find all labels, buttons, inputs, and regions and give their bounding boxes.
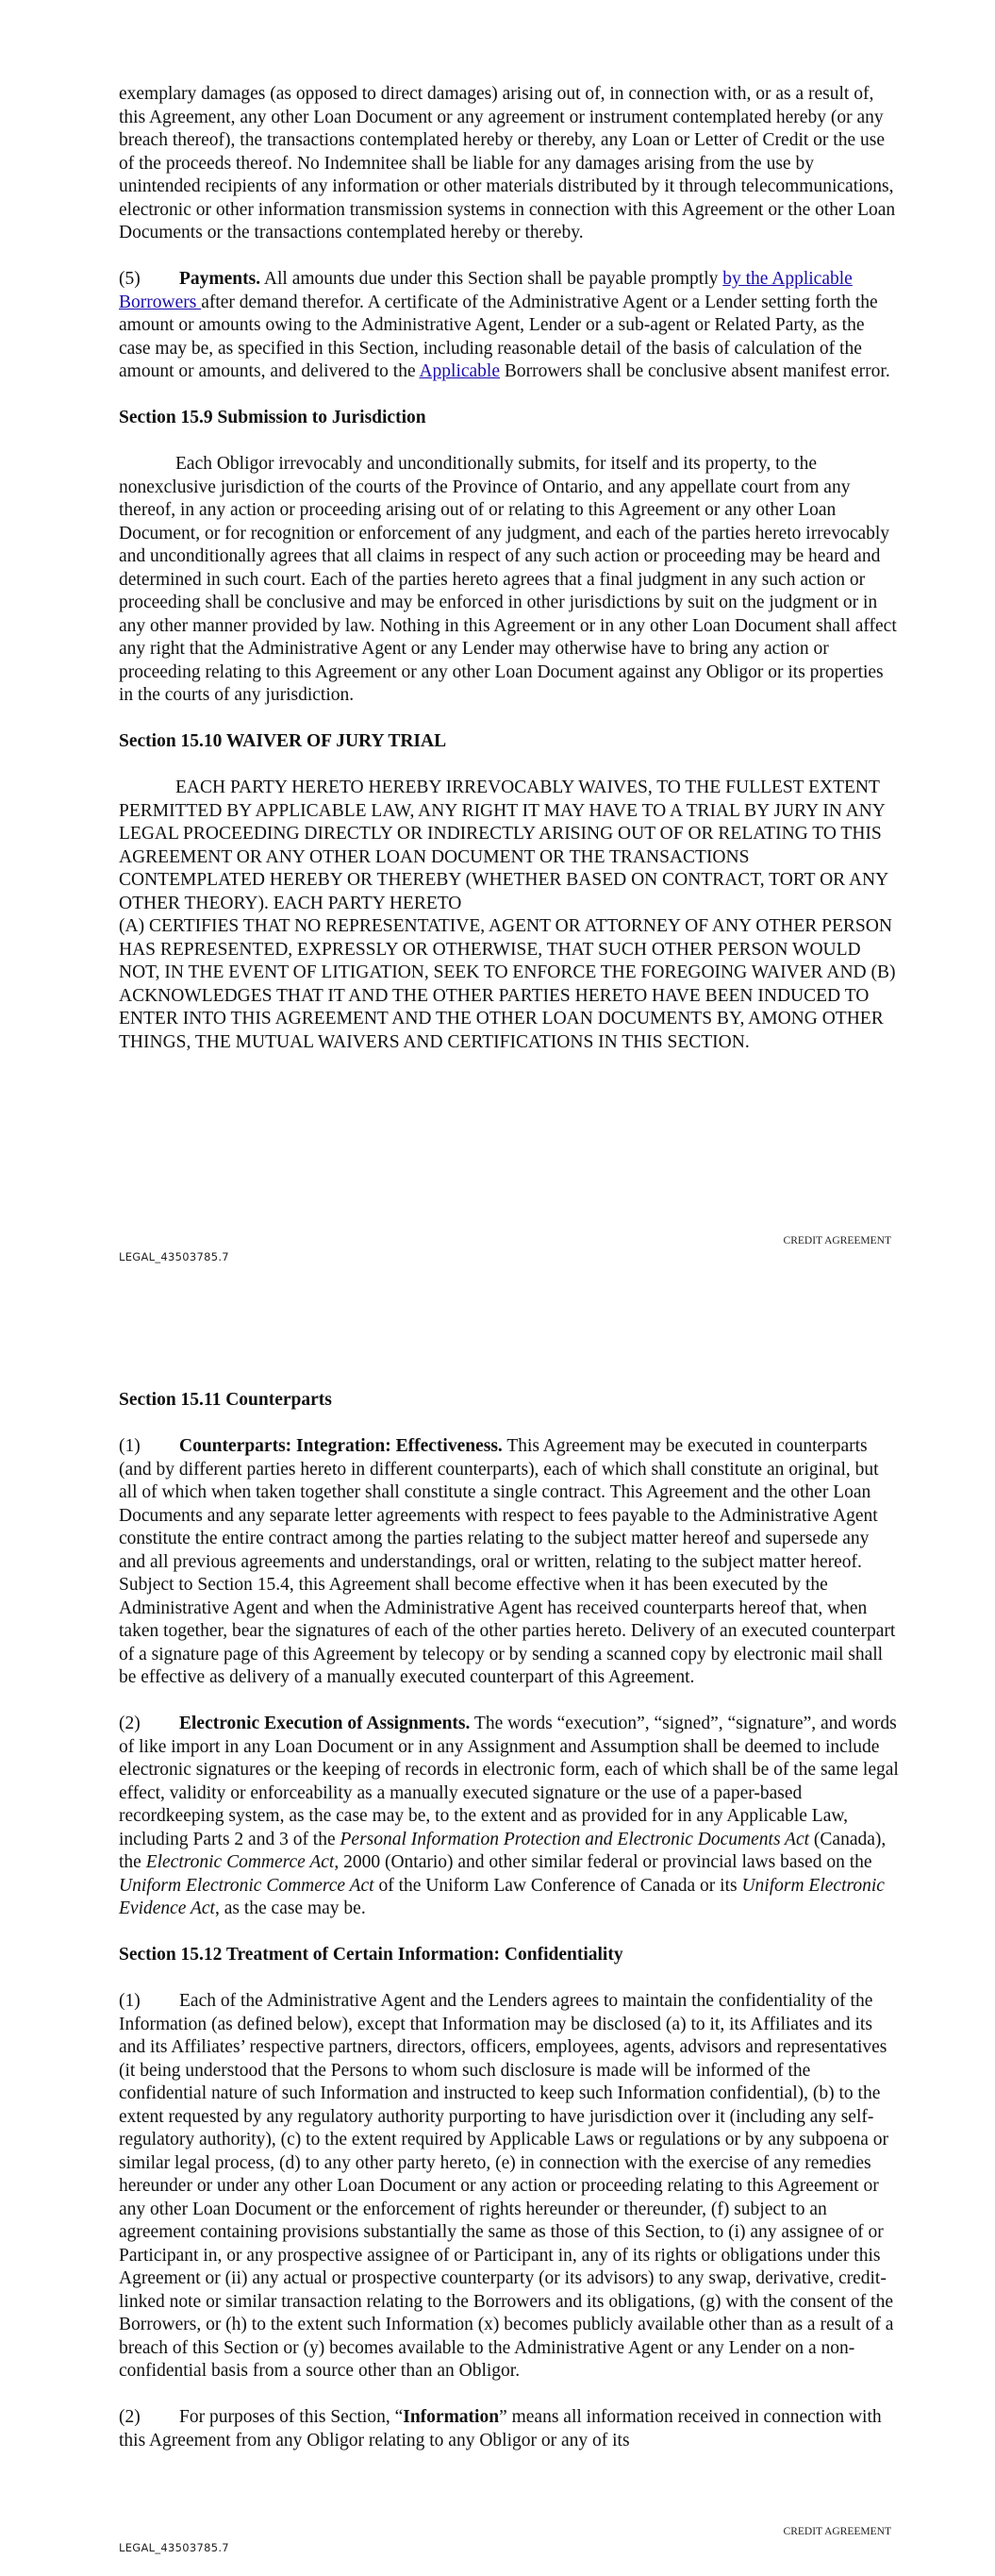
section-15-9-heading: Section 15.9 Submission to Jurisdiction [119, 408, 426, 427]
section-15-10-heading: Section 15.10 WAIVER OF JURY TRIAL [119, 731, 447, 751]
section-15-10-body: EACH PARTY HERETO HEREBY IRREVOCABLY WAIVES, TO THE FULLEST EXTENT PERMITTED BY APPLICABLE LAW, ANY RIGHT IT MAY HAVE TO A TRIAL BY JURY IN ANY LEGAL PROCEEDING DIRECTLY OR INDIRECTLY ARISING OUT OF OR RELATING TO THIS AGREEMENT OR ANY OTHER LOAN DOCUMENT OR THE TRANSACTIONS CONTEMPLATED HEREBY OR THEREBY (WHETHER BASED ON CONTRACT, TORT OR ANY OTHER THEORY). EACH PARTY HERETO [119, 778, 888, 913]
electronic-execution-text-2: (Canada), the [119, 1829, 887, 1872]
confidentiality-paragraph-1 [119, 1990, 900, 2384]
electronic-execution-text-1: The words “execution”, “signed”, “signature”, and words of like import in any Loan Document or in any Assignment and Assumption shall be deemed to include electronic signatures or the keeping of records in electronic form, each of which shall be of the same legal effect, validity or enforceability as a manually executed signature or the use of a paper-based recordkeeping system, as the case may be, to the extent and as provided for in any Applicable Law, including Parts 2 and 3 of the [119, 1714, 899, 1849]
confidentiality-text-2b: ” means all information received in connection with this Agreement from any Obligor relating to any Obligor or any of its [119, 2407, 882, 2451]
section-15-10-body-continued: (A) CERTIFIES THAT NO REPRESENTATIVE, AGENT OR ATTORNEY OF ANY OTHER PERSON HAS REPRESENTED, EXPRESSLY OR OTHERWISE, THAT SUCH OTHER PERSON WOULD NOT, IN THE EVENT OF LITIGATION, SEEK TO ENFORCE THE FOREGOING WAIVER AND (B) ACKNOWLEDGES THAT IT AND THE OTHER PARTIES HERETO HAVE BEEN INDUCED TO ENTER INTO THIS AGREEMENT AND THE OTHER LOAN DOCUMENTS BY, AMONG OTHER THINGS, THE MUTUAL WAIVERS AND CERTIFICATIONS IN THIS SECTION. [119, 916, 896, 1052]
counterparts-paragraph [119, 1435, 900, 1690]
confidentiality-paragraph-2 [119, 2406, 900, 2452]
payments-text-2: after demand therefor. A certificate of the Administrative Agent or a Lender setting forth the amount or amounts owing to the Administrative Agent, Lender or a sub-agent or Related Party, as the case may be, as specified in this Section, including reasonable detail of the basis of calculation of the amount or amounts, and delivered to the [119, 292, 878, 381]
counterparts-text: This Agreement may be executed in counterparts (and by different parties hereto in different counterparts), each of which shall constitute an original, but all of which when taken together shall constitute a single contract. This Agreement and the other Loan Documents and any separate letter agreements with respect to fees payable to the Administrative Agent constitute the entire contract among the parties relating to the subject matter hereof and supersede any and all previous agreements and understandings, oral or written, relating to the subject matter hereof. Subject to Section 15.4, this Agreement shall become effective when it has been executed by the Administrative Agent and when the Administrative Agent has received counterparts hereof that, when taken together, bear the signatures of each of the other parties hereto. Delivery of an executed counterpart of a signature page of this Agreement by telecopy or by sending a scanned copy by electronic mail shall be effective as delivery of a manually executed counterpart of this Agreement. [119, 1436, 896, 1687]
section-15-9-body: Each Obligor irrevocably and unconditionally submits, for itself and its property, to the nonexclusive jurisdiction of the courts of the Province of Ontario, and any appellate court from any thereof, in any action or proceeding arising out of or relating to this Agreement or any other Loan Document, or for recognition or enforcement of any judgment, and each of the parties hereto irrevocably and unconditionally agrees that all claims in respect of any such action or proceeding may be heard and determined in such court. Each of the parties hereto agrees that a final judgment in any such action or proceeding shall be conclusive and may be enforced in other jurisdictions by suit on the judgment or in any other manner provided by law. Nothing in this Agreement or in any other Loan Document shall affect any right that the Administrative Agent or any Lender may otherwise have to bring any action or proceeding relating to this Agreement or any other Loan Document against any Obligor or its properties in the courts of any jurisdiction. [119, 454, 897, 705]
payments-text-3: Borrowers shall be conclusive absent manifest error. [500, 361, 890, 381]
applicable-borrowers-link[interactable]: by the Applicable Borrowers [119, 269, 853, 312]
confidentiality-text-2a: For purposes of this Section, “ [179, 2407, 404, 2427]
section-15-12-heading: Section 15.12 Treatment of Certain Information: Confidentiality [119, 1945, 623, 1965]
page-1-body [119, 83, 900, 1078]
footer-title: CREDIT AGREEMENT [783, 1235, 891, 1246]
electronic-execution-title: Electronic Execution of Assignments. [179, 1714, 471, 1733]
payments-title: Payments. [179, 269, 261, 289]
confidentiality-text-1: Each of the Administrative Agent and the Lenders agrees to maintain the confidentiality of the Information (as defined below), except that Information may be disclosed (a) to it, its Affiliates and its and its Affiliates’ respective partners, directors, officers, employees, agents, advisors and representatives (it being understood that the Persons to whom such disclosure is made will be informed of the confidential nature of such Information and instructed to keep such Information confidential), (b) to the extent requested by any regulatory authority purporting to have jurisdiction over it (including any self-regulatory authority), (c) to the extent required by Applicable Laws or regulations or by any subpoena or similar legal process, (d) to any other party hereto, (e) in connection with the exercise of any remedies hereunder or under any other Loan Document or any action or proceeding relating to this Agreement or any other Loan Document or the enforcement of rights hereunder or thereunder, (f) subject to an agreement containing provisions substantially the same as those of this Section, to (i) any assignee of or Participant in, or any prospective assignee of or Participant in, any of its rights or obligations under this Agreement or (ii) any actual or prospective counterparty (or its advisors) to any swap, derivative, credit-linked note or similar transaction relating to the Borrowers and its obligations, (g) with the consent of the Borrowers, or (h) to the extent such Information (x) becomes publicly available other than as a result of a breach of this Section or (y) becomes available to the Administrative Agent or any Lender on a non-confidential basis from a source other than an Obligor. [119, 1991, 894, 2381]
footer-doc-id-2: LEGAL_43503785.7 [119, 2541, 229, 2554]
information-defined-term: Information [403, 2407, 500, 2427]
uniform-electronic-commerce-act-name: Uniform Electronic Commerce Act [119, 1875, 374, 1896]
uniform-electronic-evidence-act-name: Uniform Electronic Evidence Act [119, 1875, 885, 1918]
page-2-body [119, 1389, 900, 2476]
intro-paragraph: exemplary damages (as opposed to direct damages) arising out of, in connection with, or as a result of, this Agreement, any other Loan Document or any agreement or instrument contemplated hereby (or any breach thereof), the transactions contemplated hereby or thereby, any Loan or Letter of Credit or the use of the proceeds thereof. No Indemnitee shall be liable for any damages arising from the use by unintended recipients of any information or other materials distributed by it through telecommunications, electronic or other information transmission systems in connection with this Agreement or the other Loan Documents or the transactions contemplated hereby or thereby. [119, 84, 896, 243]
electronic-commerce-act-name: Electronic Commerce Act [145, 1852, 335, 1872]
section-15-11-heading: Section 15.11 Counterparts [119, 1390, 332, 1410]
footer-title-2: CREDIT AGREEMENT [783, 2526, 891, 2537]
electronic-execution-text-3: , 2000 (Ontario) and other similar federal or provincial laws based on the [334, 1852, 872, 1872]
payments-number: (5) [119, 269, 141, 289]
confidentiality-number-2: (2) [119, 2407, 141, 2427]
payments-paragraph [119, 268, 900, 384]
document-page-2 [0, 1302, 995, 2576]
electronic-execution-paragraph [119, 1713, 900, 1921]
footer-doc-id: LEGAL_43503785.7 [119, 1250, 229, 1263]
counterparts-title: Counterparts: Integration: Effectiveness. [179, 1436, 503, 1456]
electronic-execution-number: (2) [119, 1714, 141, 1733]
electronic-execution-text-5: , as the case may be. [214, 1899, 366, 1918]
applicable-link[interactable]: Applicable [419, 361, 500, 381]
electronic-execution-text-4: of the Uniform Law Conference of Canada or its [373, 1875, 742, 1896]
pipeda-act-name: Personal Information Protection and Electronic Documents Act [340, 1829, 810, 1849]
counterparts-number: (1) [119, 1436, 141, 1456]
confidentiality-number-1: (1) [119, 1991, 141, 2011]
payments-text-1: All amounts due under this Section shall be payable promptly [260, 269, 723, 289]
